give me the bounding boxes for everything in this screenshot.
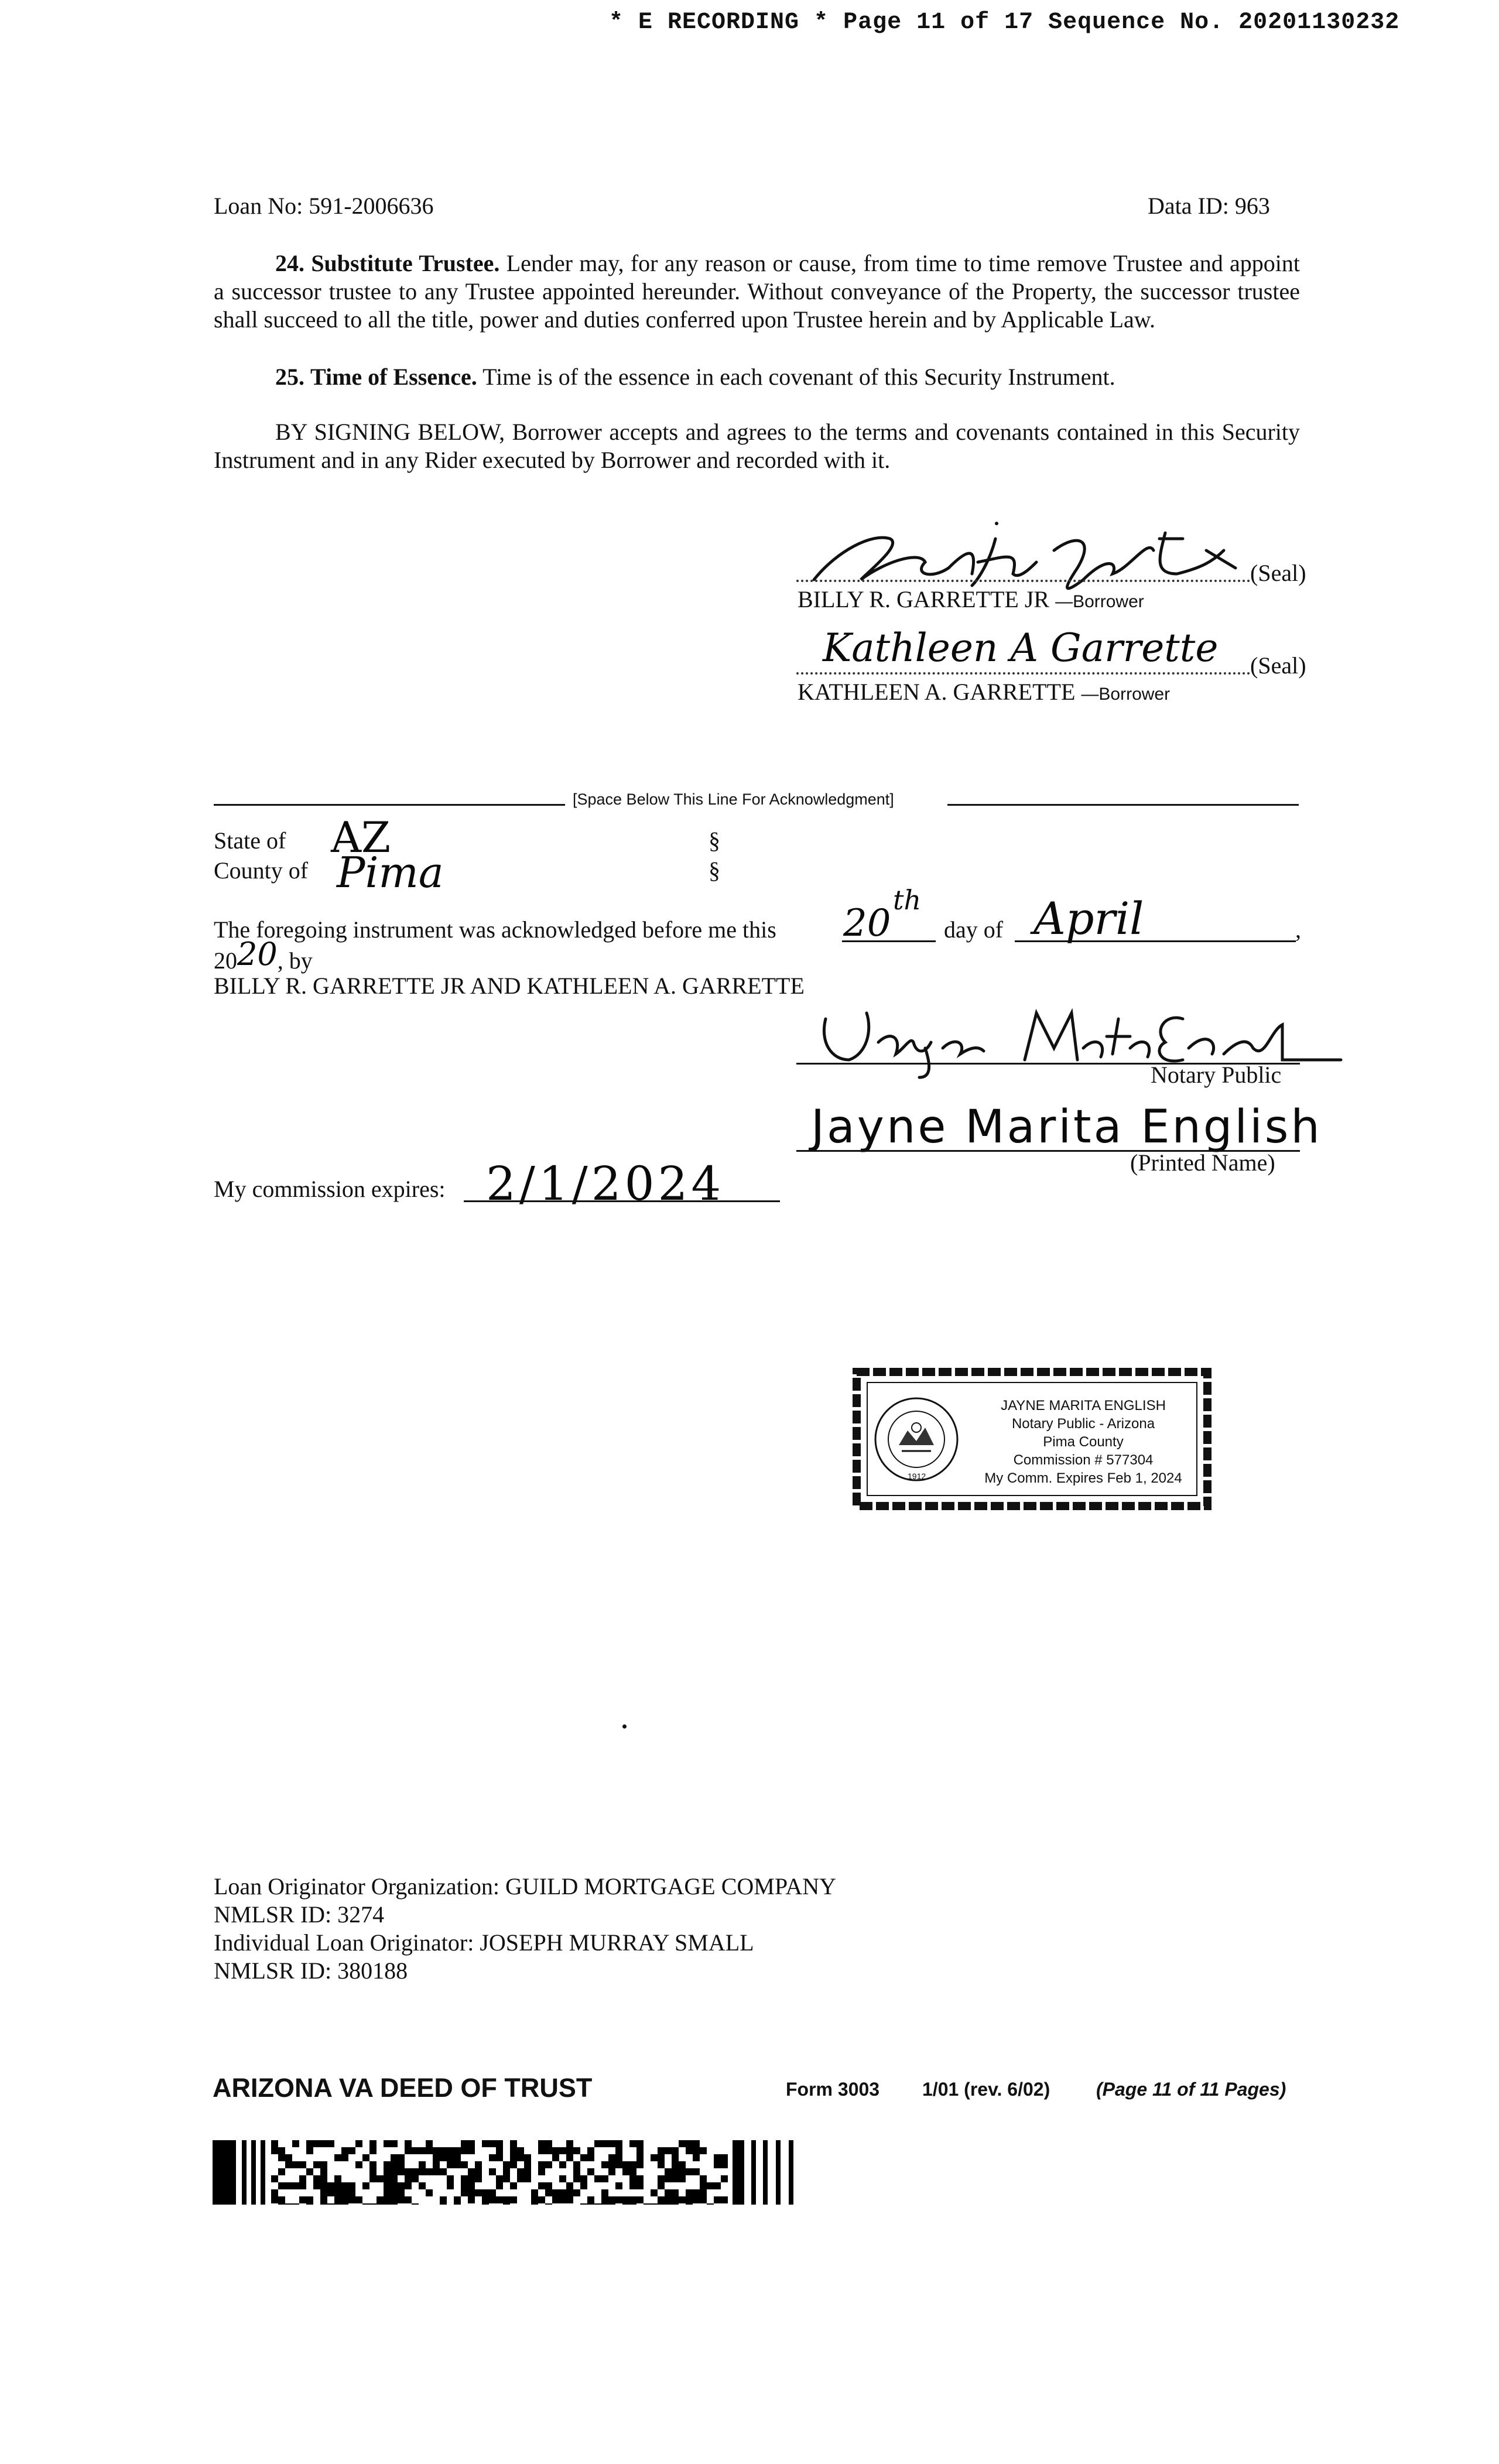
section-24-paragraph [214,249,1300,334]
borrower1-signature [802,515,1247,597]
section-25-number: 25. [275,364,304,390]
originator-org-name: GUILD MORTGAGE COMPANY [505,1873,837,1900]
state-label: State of [214,827,286,854]
stray-mark [622,1724,627,1729]
borrower2-signature-line [796,672,1250,675]
originator-org-label: Loan Originator Organization: [214,1873,500,1900]
ack-day-line [842,940,936,942]
borrower2-name: KATHLEEN A. GARRETTE [798,679,1076,705]
individual-originator-label: Individual Loan Originator: [214,1929,474,1956]
commission-value: 2/1/2024 [486,1156,725,1211]
ack-sentence-1: The foregoing instrument was acknowledged before me this [214,916,776,943]
section-24-text: Lender may, for any reason or cause, from time to time remove Trustee and appoint a successor trustee to any Trustee appointed hereunder. Without conveyance of the Property, the successor trustee shall succeed to all the title, power and duties conferred upon Trustee herein and by Applicable Law. [214,250,1300,333]
ack-year-line [214,936,313,975]
individual-originator-line [214,1929,754,1957]
notary-stamp [852,1367,1212,1511]
signing-paragraph: BY SIGNING BELOW, Borrower accepts and agrees to the terms and covenants contained in this Security Instrument and in any Rider executed by Borrower and recorded with it. [214,419,1300,473]
borrower2-signature: Kathleen A Garrette [823,625,1219,670]
org-nmlsr-line [214,1901,384,1929]
ack-month-line [1015,940,1296,942]
county-section-symbol: § [709,857,720,884]
data-id-label: Data ID: [1148,193,1229,219]
notary-stamp-commission: Commission # 577304 [1013,1452,1154,1468]
borrower1-seal: (Seal) [1250,560,1306,586]
notary-printed-name-value: Jayne Marita English [811,1101,1322,1154]
notary-stamp-county: Pima County [1043,1434,1124,1450]
commission-line [464,1200,780,1202]
individual-nmlsr-line [214,1957,408,1985]
data-id-value: 963 [1234,193,1270,219]
ack-day-suffix: th [893,884,922,916]
ack-divider-left [214,804,565,806]
ack-month-comma: , [1295,916,1301,943]
printed-name-label: (Printed Name) [1130,1149,1275,1176]
section-25-heading: Time of Essence. [310,364,477,390]
state-value: AZ [331,813,391,862]
section-25-paragraph [214,363,1300,391]
borrower1-role: —Borrower [1055,592,1144,611]
data-id-line [1148,192,1270,220]
recording-header: * E RECORDING * Page 11 of 17 Sequence No. 20201130232 [609,9,1400,36]
notary-stamp-name: JAYNE MARITA ENGLISH [1001,1398,1166,1414]
loan-no-value: 591-2006636 [309,193,434,219]
borrower2-role: —Borrower [1081,685,1171,704]
borrower1-name: BILLY R. GARRETTE JR [798,586,1050,612]
document-barcode [213,2140,798,2205]
individual-nmlsr-label: NMLSR ID: [214,1957,332,1984]
state-seal-icon [872,1395,960,1483]
loan-no-label: Loan No: [214,193,303,219]
section-24-heading: Substitute Trustee. [311,250,500,276]
footer-revision: 1/01 (rev. 6/02) [922,2079,1050,2100]
ack-divider-right [947,804,1299,806]
org-nmlsr-value: 3274 [337,1901,385,1928]
notary-public-label: Notary Public [1151,1062,1282,1088]
borrower1-signature-line [796,580,1250,582]
ack-year-suffix: 20 [237,936,278,973]
ack-names: BILLY R. GARRETTE JR AND KATHLEEN A. GARRETTE [214,973,805,999]
section-24-number: 24. [275,250,304,276]
commission-label: My commission expires: [214,1176,446,1202]
footer-form: Form 3003 [786,2079,880,2100]
county-value: Pima [337,848,444,897]
ack-day-value: 20 [843,902,891,945]
notary-stamp-text [969,1397,1197,1487]
ack-divider-label: [Space Below This Line For Acknowledgment] [573,790,894,808]
footer-page: (Page 11 of 11 Pages) [1096,2079,1286,2100]
individual-originator-name: JOSEPH MURRAY SMALL [480,1929,754,1956]
org-nmlsr-label: NMLSR ID: [214,1901,332,1928]
loan-number-line [214,192,434,220]
borrower2-name-line [798,678,1170,709]
borrower2-seal: (Seal) [1250,652,1306,679]
section-25-text: Time is of the essence in each covenant of this Security Instrument. [482,364,1115,390]
originator-org-line [214,1873,836,1901]
county-label: County of [214,857,309,884]
state-section-symbol: § [709,827,720,854]
state-seal-year: 1912 [908,1471,926,1481]
ack-year-prefix: 20 [214,947,237,974]
footer-title: ARIZONA VA DEED OF TRUST [213,2073,593,2103]
ack-day-of: day of [944,916,1004,943]
ack-by: , by [277,947,313,974]
individual-nmlsr-value: 380188 [337,1957,408,1984]
ack-month-value: April [1033,892,1144,944]
notary-stamp-expires: My Comm. Expires Feb 1, 2024 [984,1470,1182,1486]
notary-stamp-title: Notary Public - Arizona [1011,1416,1155,1432]
borrower1-name-line [798,586,1144,616]
